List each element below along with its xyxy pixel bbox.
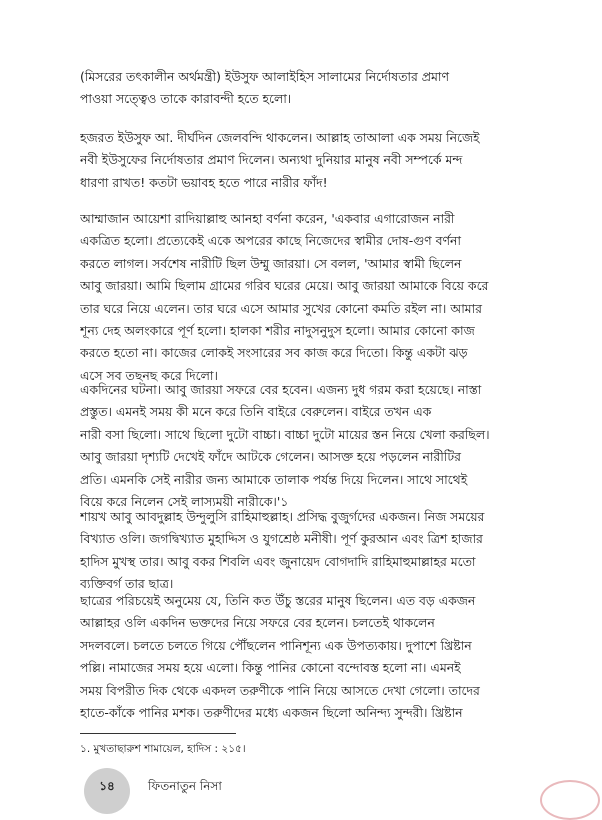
text-line: করতে হতো না। কাজের লোকই সংসারের সব কাজ করে দিতো। কিন্তু একটা ঝড়: [80, 345, 468, 361]
text-line: আবু জারয়া দৃশ্যটি দেখেই ফাঁদে আটকে গেলেন। আসক্ত হয়ে পড়লেন নারীটির: [80, 449, 461, 465]
corner-decoration: [540, 780, 600, 820]
text-line: (মিসরের তৎকালীন অর্থমন্ত্রী) ইউসুফ আলাইহিস সালামের নির্দোষতার প্রমাণ: [80, 69, 449, 84]
text-line: সময় বিপরীত দিক থেকে একদল তরুণীকে পানি নিয়ে আসতে দেখা গেলো। তাদের: [80, 682, 480, 698]
running-title: ফিতনাতুন নিসা: [148, 779, 222, 793]
paragraph-5: [80, 506, 522, 596]
text-line: ব্যক্তিবর্গ তার ছাত্র।: [80, 576, 174, 592]
text-line: বিখ্যাত ওলি। জগদ্বিখ্যাত মুহাদ্দিস ও যুগশ্রেষ্ঠ মনীষী। পূর্ণ কুরআন এবং ত্রিশ হাজার: [80, 531, 483, 547]
text-line: ধারণা রাখত! কতটা ভয়াবহ হতে পারে নারীর ফাঁদ!: [80, 174, 328, 190]
page-number: ১৪: [99, 779, 115, 793]
paragraph-2: [80, 127, 522, 194]
paragraph-4: [80, 379, 522, 513]
text-line: বিয়ে করে নিলেন সেই লাস্যময়ী নারীকে।'১: [80, 494, 289, 510]
text-line: আবু জারয়া। আমি ছিলাম গ্রামের গরিব ঘরের মেয়ে। আবু জারয়া আমাকে বিয়ে করে: [80, 278, 489, 294]
text-line: হাতে-কাঁকে পানির মশক। তরুণীদের মধ্যে একজন ছিলো অনিন্দ্য সুন্দরী। খ্রিষ্টান: [80, 705, 463, 721]
text-line: ছাত্রের পরিচয়েই অনুমেয় যে, তিনি কত উঁচু স্তরের মানুষ ছিলেন। এত বড় একজন: [80, 593, 476, 608]
text-line: করতে লাগল। সর্বশেষ নারীটি ছিল উম্মু জারয়া। সে বলল, 'আমার স্বামী ছিলেন: [80, 255, 462, 271]
text-line: পল্লি। নামাজের সময় হয়ে এলো। কিন্তু পানির কোনো বন্দোবস্ত হলো না। এমনই: [80, 660, 461, 676]
text-line: হজরত ইউসুফ আ. দীর্ঘদিন জেলবন্দি থাকলেন। আল্লাহ তাআলা এক সময় নিজেই: [80, 130, 480, 145]
paragraph-1: [80, 66, 522, 111]
text-line: শূন্য দেহ অলংকারে পূর্ণ হলো। হালকা শরীর নাদুসনুদুস হলো। আমার কোনো কাজ: [80, 323, 475, 339]
text-line: একত্রিত হলো। প্রত্যেকেই একে অপরের কাছে নিজেদের স্বামীর দোষ-গুণ বর্ণনা: [80, 233, 461, 249]
text-line: আম্মাজান আয়েশা রাদিয়াল্লাহু আনহা বর্ণনা করেন, 'একবার এগারোজন নারী: [80, 211, 455, 226]
text-line: হাদিস মুখস্থ তার। আবু বকর শিবলি এবং জুনায়েদ বোগদাদি রাহিমাহুমাল্লাহর মতো: [80, 553, 476, 569]
footnote: ১. মুখতাছারুশ শামায়েল, হাদিস : ২১৫।: [80, 743, 246, 755]
paragraph-3: [80, 208, 522, 387]
text-line: নারী বসা ছিলো। সাথে ছিলো দুটো বাচ্চা। বাচ্চা দুটো মায়ের স্তন নিয়ে খেলা করছিল।: [80, 426, 490, 442]
text-line: পাওয়া সত্ত্বেও তাকে কারাবন্দী হতে হলো।: [80, 91, 292, 107]
text-line: নবী ইউসুফের নির্দোষতার প্রমাণ দিলেন। অন্যথা দুনিয়ার মানুষ নবী সম্পর্কে মন্দ: [80, 152, 463, 168]
text-line: প্রতি। এমনকি সেই নারীর জন্য আমাকে তালাক পর্যন্ত দিয়ে দিলেন। সাথে সাথেই: [80, 471, 468, 487]
paragraph-6: [80, 590, 522, 724]
text-line: তার ঘরে নিয়ে এলেন। তার ঘরে এসে আমার সুখের কোনো কমতি রইল না। আমার: [80, 300, 482, 316]
text-line: শায়খ আবু আবদুল্লাহ উন্দুলুসি রাহিমাহুল্লাহ। প্রসিদ্ধ বুজুর্গদের একজন। নিজ সময়ের: [80, 509, 485, 524]
footnote-divider: [80, 733, 236, 734]
text-line: আল্লাহর ওলি একদিন ভক্তদের নিয়ে সফরে বের হলেন। চলতেই থাকলেন: [80, 615, 435, 631]
text-line: সদলবলে। চলতে চলতে গিয়ে পৌঁছলেন পানিশূন্য এক উপত্যকায়। দুপাশে খ্রিষ্টান: [80, 637, 472, 653]
text-line: একদিনের ঘটনা। আবু জারয়া সফরে বের হবেন। এজন্য দুধ গরম করা হয়েছে। নাস্তা: [80, 382, 482, 397]
text-line: প্রস্তুত। এমনই সময় কী মনে করে তিনি বাইরে বেরুলেন। বাইরে তখন এক: [80, 404, 432, 420]
text-line: এসে সব তছনছ করে দিলো।: [80, 367, 218, 383]
